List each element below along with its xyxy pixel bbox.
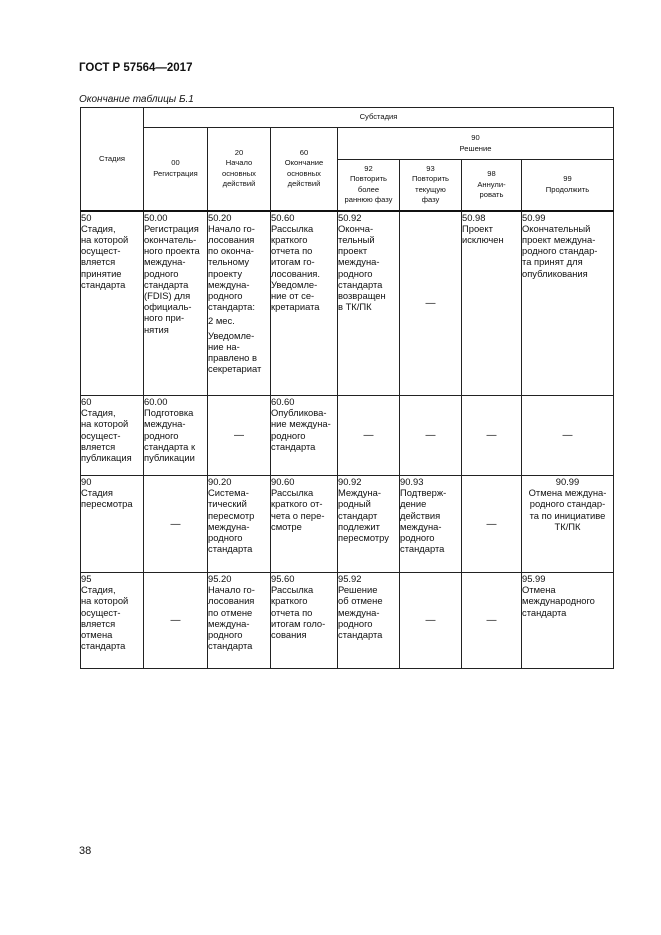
table-row [81,573,614,669]
header-92: 92 Повторить более раннюю фазу [338,160,400,211]
cell-95-98: — [462,573,522,669]
cell-90-93: 90.93 Подтверж- дение действия междуна- родного стандарта [400,476,462,573]
page-number: 38 [79,845,92,857]
header-60: 60 Окончание основных действий [271,128,338,211]
header-stage: Стадия [81,108,144,211]
cell-60-00: 60.00 Подготовка междуна- родного стандарта к публикации [144,396,208,476]
cell-50-00: 50.00 Регистрация окончатель- ного проекта междуна- родного стандарта (FDIS) для официаль- ного при- нятия [144,211,208,396]
header-98: 98 Аннули- ровать [462,160,522,211]
cell-95-92: 95.92 Решение об отмене междуна- родного стандарта [338,573,400,669]
cell-90-60: 90.60 Рассылка краткого от- чета о пере- смотре [271,476,338,573]
cell-50-99: 50.99 Окончательный проект междуна- родного стандар- та принят для опубликования [522,211,614,396]
cell-95-00: — [144,573,208,669]
cell-stage-60: 60 Стадия, на которой осущест- вляется публикация [81,396,144,476]
cell-90-92: 90.92 Междуна- родный стандарт подлежит пересмотру [338,476,400,573]
cell-60-93: — [400,396,462,476]
cell-stage-90: 90 Стадия пересмотра [81,476,144,573]
cell-60-20: — [208,396,271,476]
cell-50-60: 50.60 Рассылка краткого отчета по итогам го- лосования. Уведомле- ние от се- кретариата [271,211,338,396]
document-header: ГОСТ Р 57564—2017 [79,62,193,74]
cell-50-92: 50.92 Оконча- тельный проект междуна- родного стандарта возвращен в ТК/ПК [338,211,400,396]
table-row [81,396,614,476]
cell-50-20-term: 2 мес. [208,315,235,327]
cell-90-99: 90.99 Отмена междуна- родного стандар- та по инициативе ТК/ПК [522,476,614,573]
cell-60-98: — [462,396,522,476]
header-substage: Субстадия [144,108,614,128]
substage-table [80,107,614,669]
cell-90-00: — [144,476,208,573]
header-00: 00 Регистрация [144,128,208,211]
cell-95-99: 95.99 Отмена международного стандарта [522,573,614,669]
cell-60-92: — [338,396,400,476]
cell-50-93: — [400,211,462,396]
header-93: 93 Повторить текущую фазу [400,160,462,211]
cell-60-99: — [522,396,614,476]
cell-90-98: — [462,476,522,573]
cell-50-20-text: 50.20 Начало го- лосования по оконча- тельному проекту междуна- родного стандарта: [208,211,255,313]
table-row [81,211,614,396]
cell-50-20 [208,211,271,396]
table-row [81,476,614,573]
table-caption: Окончание таблицы Б.1 [79,94,194,105]
header-99: 99 Продолжить [522,160,614,211]
cell-95-93: — [400,573,462,669]
cell-50-98: 50.98 Проект исключен [462,211,522,396]
cell-stage-50: 50 Стадия, на которой осущест- вляется принятие стандарта [81,211,144,396]
cell-95-20: 95.20 Начало го- лосования по отмене междуна- родного стандарта [208,573,271,669]
cell-50-20-note: Уведомле- ние на- правлено в секретариат [208,329,262,375]
header-20: 20 Начало основных действий [208,128,271,211]
cell-60-60: 60.60 Опубликова- ние междуна- родного стандарта [271,396,338,476]
header-90: 90 Решение [338,128,614,160]
cell-stage-95: 95 Стадия, на которой осущест- вляется отмена стандарта [81,573,144,669]
cell-95-60: 95.60 Рассылка краткого отчета по итогам голо- сования [271,573,338,669]
cell-90-20: 90.20 Система- тический пересмотр междуна- родного стандарта [208,476,271,573]
